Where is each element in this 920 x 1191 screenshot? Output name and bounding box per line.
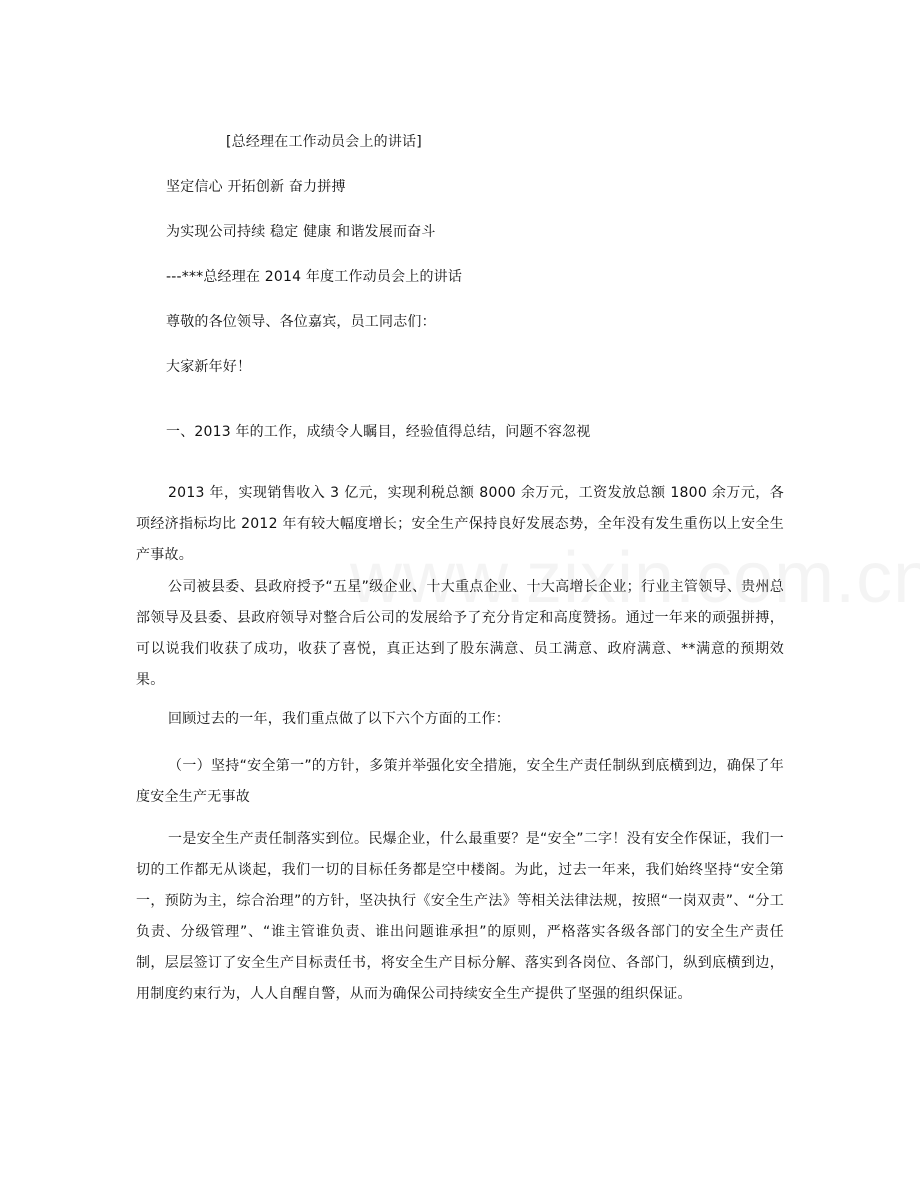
salutation: 尊敬的各位领导、各位嘉宾，员工同志们： <box>166 314 436 330</box>
speech-byline: ---***总经理在 2014 年度工作动员会上的讲话 <box>166 269 463 285</box>
paragraph-4-text: 一是安全生产责任制落实到位。民爆企业，什么最重要？是“安全”二字！没有安全作保证，我们一切的工作都无从谈起，我们一切的目标任务都是空中楼阁。为此，过去一年来，我们始终坚持“安全第一，预防为主，综合治理”的方针，坚决执行《安全生产法》等相关法律法规，按照“一岗双责”、“分工负责、分级管理”、“谁主管谁负责、谁出问题谁承担”的原则，严格落实各级各部门的安全生产责任制，层层签订了安全生产目标责任书，将安全生产目标分解、落实到各岗位、各部门，纵到底横到边，用制度约束行为，人人自醒自警，从而为确保公司持续安全生产提供了坚强的组织保证。 <box>136 831 784 1002</box>
paragraph-1 <box>136 478 784 571</box>
paragraph-2 <box>136 572 784 696</box>
paragraph-1-text: 2013 年，实现销售收入 3 亿元，实现利税总额 8000 余万元，工资发放总额 1800 余万元，各项经济指标均比 2012 年有较大幅度增长；安全生产保持良好发展态势，全年没有发生重伤以上安全生产事故。 <box>136 485 784 563</box>
section-heading-1: 一、2013 年的工作，成绩令人瞩目，经验值得总结，问题不容忽视 <box>166 424 591 440</box>
paragraph-2-text: 公司被县委、县政府授予“五星”级企业、十大重点企业、十大高增长企业；行业主管领导、贵州总部领导及县委、县政府领导对整合后公司的发展给予了充分肯定和高度赞扬。通过一年来的顽强拼搏，可以说我们收获了成功，收获了喜悦，真正达到了股东满意、员工满意、政府满意、**满意的预期效果。 <box>136 579 784 688</box>
header-title: [总经理在工作动员会上的讲话] <box>226 134 422 150</box>
subsection-heading-1-text: （一）坚持“安全第一”的方针，多策并举强化安全措施，安全生产责任制纵到底横到边，确保了年度安全生产无事故 <box>136 758 784 805</box>
paragraph-3-text: 回顾过去的一年，我们重点做了以下六个方面的工作： <box>168 711 510 727</box>
subsection-heading-1 <box>136 751 784 813</box>
greeting: 大家新年好！ <box>166 359 252 375</box>
slogan-line-2: 为实现公司持续 稳定 健康 和谐发展而奋斗 <box>166 224 436 240</box>
paragraph-3 <box>136 704 784 735</box>
slogan-line-1: 坚定信心 开拓创新 奋力拼搏 <box>166 179 346 195</box>
paragraph-4 <box>136 824 784 1010</box>
